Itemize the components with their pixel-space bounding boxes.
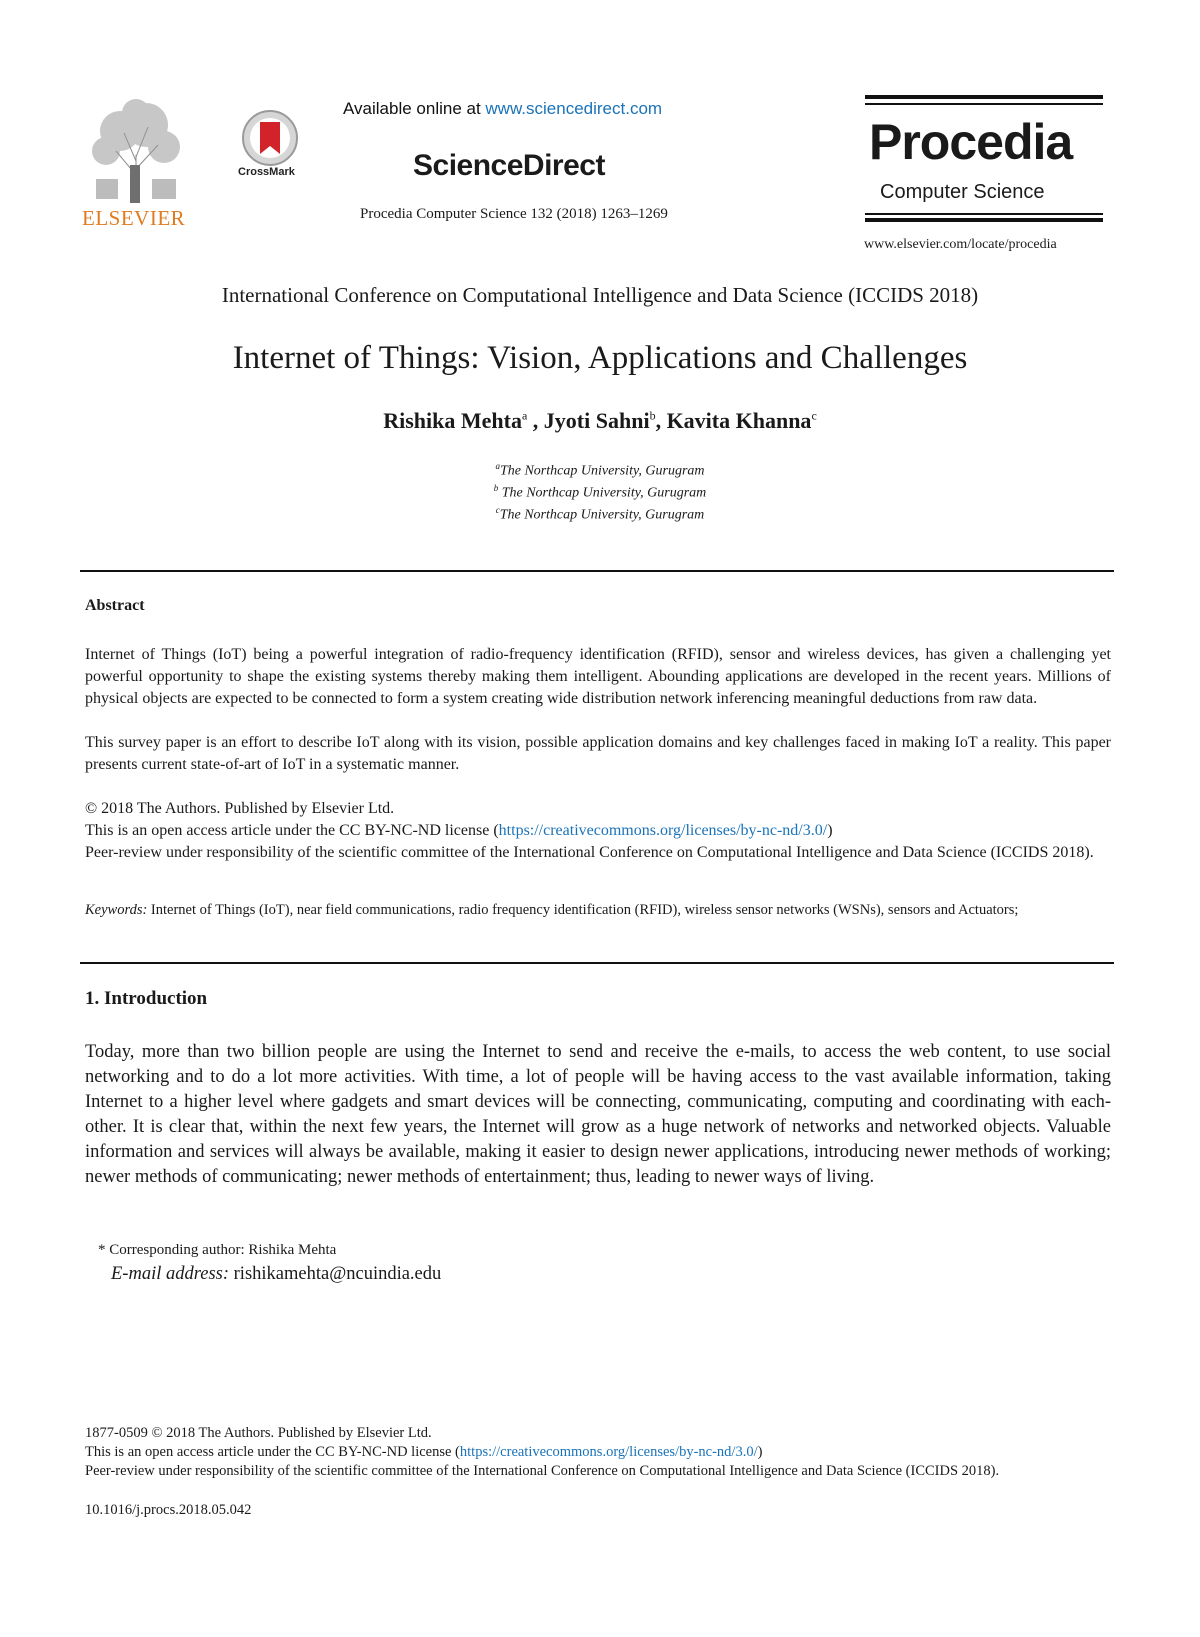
elsevier-wordmark: ELSEVIER bbox=[82, 206, 186, 230]
procedia-subtitle: Computer Science bbox=[880, 181, 1045, 203]
procedia-title: Procedia bbox=[869, 114, 1073, 170]
footer-license-suffix: ) bbox=[757, 1444, 763, 1460]
procedia-top-rule-thin bbox=[865, 103, 1103, 105]
author-name: Jyoti Sahni bbox=[543, 408, 650, 433]
available-prefix: Available online at bbox=[343, 99, 486, 118]
procedia-logo bbox=[865, 95, 1103, 230]
footer-peer-review: Peer-review under responsibility of the scientific committee of the International Conference on Computational Intelligence and Data Science (ICCIDS 2018). bbox=[85, 1463, 1000, 1479]
affiliation-sup: b bbox=[493, 483, 499, 493]
keywords-text: Internet of Things (IoT), near field communications, radio frequency identification (RFID), wireless sensor networks (WSNs), sensors and Actuators; bbox=[147, 902, 1019, 918]
abstract-paragraph: This survey paper is an effort to describe IoT along with its vision, possible application domains and key challenges faced in making IoT a reality. This paper presents current state-of-art of IoT in a systematic manner. bbox=[85, 734, 1111, 773]
affiliation-text: The Northcap University, Gurugram bbox=[501, 485, 707, 501]
keywords-label: Keywords: bbox=[85, 902, 148, 918]
license-line bbox=[85, 820, 1111, 842]
copyright-line: © 2018 The Authors. Published by Elsevier Ltd. bbox=[85, 800, 395, 817]
affiliation bbox=[0, 461, 1200, 480]
divider bbox=[80, 570, 1114, 572]
author-sup: b bbox=[649, 408, 656, 423]
email-address[interactable]: rishikamehta@ncuindia.edu bbox=[229, 1264, 442, 1284]
available-online-line bbox=[343, 99, 662, 119]
affiliation-sup: a bbox=[495, 461, 500, 471]
conference-name: International Conference on Computational Intelligence and Data Science (ICCIDS 2018) bbox=[221, 283, 979, 307]
crossmark-label: CrossMark bbox=[238, 166, 295, 178]
paper-title: Internet of Things: Vision, Applications and Challenges bbox=[232, 340, 968, 376]
doi-line[interactable]: 10.1016/j.procs.2018.05.042 bbox=[85, 1502, 252, 1518]
procedia-bottom-rule-thin bbox=[865, 213, 1103, 215]
affiliation-text: The Northcap University, Gurugram bbox=[499, 463, 705, 479]
intro-paragraph: Today, more than two billion people are using the Internet to send and receive the e-mails, to access the web content, to use social networking and to do a lot more activities. With time, a lot of people will be having access to the vast available information, taking Internet to a higher level where gadgets and smart devices will be connecting, communicating, computing and coordinating with each-other. It is clear that, within the next few years, the Internet will grow as a huge network of networks and networked objects. Valuable information and services will always be available, making it easier to design newer applications, introducing newer methods of working; newer methods of communicating; newer methods of entertainment; thus, leading to newer ways of living. bbox=[85, 1042, 1111, 1187]
sciencedirect-link[interactable]: www.sciencedirect.com bbox=[485, 99, 663, 118]
elsevier-url[interactable]: www.elsevier.com/locate/procedia bbox=[864, 237, 1057, 252]
procedia-top-rule bbox=[865, 95, 1103, 99]
divider bbox=[80, 962, 1114, 964]
author-sup: c bbox=[811, 408, 817, 423]
affiliation-text: The Northcap University, Gurugram bbox=[499, 507, 705, 523]
peer-review-line: Peer-review under responsibility of the scientific committee of the International Conference on Computational Intelligence and Data Science (ICCIDS 2018). bbox=[85, 844, 1094, 861]
sciencedirect-wordmark: ScienceDirect bbox=[413, 149, 605, 182]
author-name: Rishika Mehta bbox=[383, 408, 522, 433]
footer-license-prefix: This is an open access article under the CC BY-NC-ND license ( bbox=[85, 1444, 460, 1460]
license-prefix: This is an open access article under the CC BY-NC-ND license ( bbox=[85, 822, 499, 839]
affiliation bbox=[0, 483, 1200, 502]
section-heading: 1. Introduction bbox=[85, 988, 208, 1009]
abstract-heading: Abstract bbox=[85, 597, 145, 614]
email-line bbox=[111, 1264, 441, 1285]
affiliation-sup: c bbox=[495, 505, 500, 515]
email-label: E-mail address: bbox=[111, 1264, 230, 1284]
footer-license-link[interactable]: https://creativecommons.org/licenses/by-nc-nd/3.0/ bbox=[459, 1444, 758, 1460]
abstract-paragraph: Internet of Things (IoT) being a powerful integration of radio-frequency identification (RFID), sensor and wireless devices, has given a challenging yet powerful opportunity to shape the existing systems thereby making them intelligent. Abounding applications are developed in the recent years. Millions of physical objects are expected to be connected to form a system creating wide distribution network inferencing meaningful deductions from raw data. bbox=[85, 646, 1111, 707]
journal-reference: Procedia Computer Science 132 (2018) 1263–1269 bbox=[360, 206, 668, 222]
issn-line: 1877-0509 © 2018 The Authors. Published by Elsevier Ltd. bbox=[85, 1425, 432, 1441]
corresponding-author: * Corresponding author: Rishika Mehta bbox=[98, 1242, 337, 1258]
author-list: Rishika Mehta$^a$ , Jyoti Sahni$^b$, Kavita Khanna$^c$ bbox=[383, 408, 817, 433]
footer-license-line bbox=[85, 1443, 1111, 1462]
author-sup: a bbox=[521, 408, 528, 423]
license-link[interactable]: https://creativecommons.org/licenses/by-nc-nd/3.0/ bbox=[498, 822, 828, 839]
procedia-bottom-rule bbox=[865, 218, 1103, 222]
keywords bbox=[85, 900, 1111, 921]
affiliation bbox=[0, 505, 1200, 524]
author-name: Kavita Khanna bbox=[666, 408, 812, 433]
license-suffix: ) bbox=[827, 822, 833, 839]
